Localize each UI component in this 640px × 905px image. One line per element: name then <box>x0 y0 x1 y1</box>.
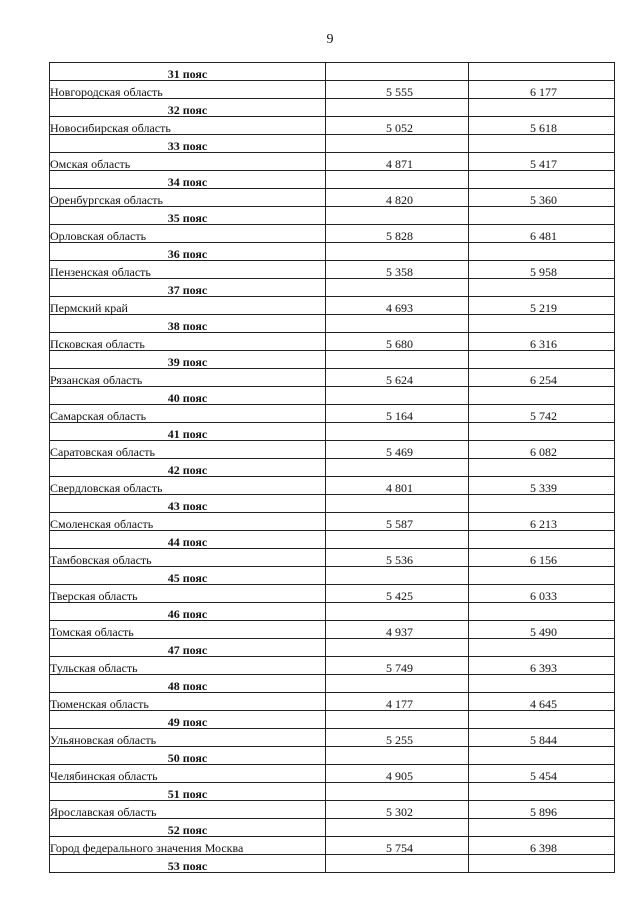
value-1: 5 358 <box>326 261 469 279</box>
zone-empty-cell <box>326 855 469 873</box>
zone-empty-cell <box>326 243 469 261</box>
value-2: 5 417 <box>469 153 615 171</box>
table-row <box>50 477 615 495</box>
zone-label: 47 пояс <box>50 639 326 657</box>
value-1: 5 255 <box>326 729 469 747</box>
zone-header-row <box>50 855 615 873</box>
value-2: 5 454 <box>469 765 615 783</box>
region-name: Саратовская область <box>50 441 326 459</box>
value-2: 5 360 <box>469 189 615 207</box>
value-1: 5 624 <box>326 369 469 387</box>
value-2: 5 219 <box>469 297 615 315</box>
zone-empty-cell <box>326 387 469 405</box>
value-1: 5 749 <box>326 657 469 675</box>
value-1: 4 937 <box>326 621 469 639</box>
zone-empty-cell <box>469 495 615 513</box>
zone-label: 45 пояс <box>50 567 326 585</box>
zone-header-row <box>50 531 615 549</box>
value-2: 6 082 <box>469 441 615 459</box>
zone-empty-cell <box>469 351 615 369</box>
region-name: Ульяновская область <box>50 729 326 747</box>
page-number: 9 <box>326 32 334 47</box>
table-row <box>50 225 615 243</box>
value-2: 6 213 <box>469 513 615 531</box>
zone-empty-cell <box>469 99 615 117</box>
region-name: Самарская область <box>50 405 326 423</box>
zone-empty-cell <box>469 747 615 765</box>
zone-empty-cell <box>326 351 469 369</box>
zone-empty-cell <box>326 747 469 765</box>
zone-header-row <box>50 243 615 261</box>
zone-header-row <box>50 423 615 441</box>
table-body <box>50 63 615 873</box>
region-name: Тюменская область <box>50 693 326 711</box>
table-row <box>50 729 615 747</box>
table-row <box>50 153 615 171</box>
zone-label: 39 пояс <box>50 351 326 369</box>
value-1: 4 693 <box>326 297 469 315</box>
value-1: 5 754 <box>326 837 469 855</box>
value-1: 5 828 <box>326 225 469 243</box>
zone-empty-cell <box>469 531 615 549</box>
zone-empty-cell <box>469 207 615 225</box>
value-2: 6 316 <box>469 333 615 351</box>
value-2: 6 481 <box>469 225 615 243</box>
zone-header-row <box>50 639 615 657</box>
value-1: 5 680 <box>326 333 469 351</box>
table-row <box>50 261 615 279</box>
region-name: Омская область <box>50 153 326 171</box>
zone-label: 36 пояс <box>50 243 326 261</box>
value-2: 5 742 <box>469 405 615 423</box>
value-1: 4 820 <box>326 189 469 207</box>
zone-header-row <box>50 783 615 801</box>
value-1: 5 536 <box>326 549 469 567</box>
zone-empty-cell <box>469 459 615 477</box>
zone-empty-cell <box>469 423 615 441</box>
value-1: 5 469 <box>326 441 469 459</box>
zone-label: 43 пояс <box>50 495 326 513</box>
zone-label: 41 пояс <box>50 423 326 441</box>
value-2: 6 156 <box>469 549 615 567</box>
value-2: 6 254 <box>469 369 615 387</box>
zone-empty-cell <box>469 711 615 729</box>
table-row <box>50 621 615 639</box>
zone-label: 38 пояс <box>50 315 326 333</box>
zone-header-row <box>50 495 615 513</box>
region-name: Челябинская область <box>50 765 326 783</box>
zone-header-row <box>50 99 615 117</box>
value-1: 5 587 <box>326 513 469 531</box>
zone-empty-cell <box>469 675 615 693</box>
zone-empty-cell <box>469 315 615 333</box>
zone-label: 34 пояс <box>50 171 326 189</box>
zone-header-row <box>50 387 615 405</box>
value-2: 6 398 <box>469 837 615 855</box>
zone-header-row <box>50 459 615 477</box>
zone-label: 33 пояс <box>50 135 326 153</box>
region-name: Оренбургская область <box>50 189 326 207</box>
region-name: Рязанская область <box>50 369 326 387</box>
zone-empty-cell <box>326 711 469 729</box>
table-row <box>50 585 615 603</box>
zone-empty-cell <box>469 603 615 621</box>
zone-empty-cell <box>326 675 469 693</box>
zone-label: 32 пояс <box>50 99 326 117</box>
table-row <box>50 405 615 423</box>
table-row <box>50 549 615 567</box>
value-1: 5 052 <box>326 117 469 135</box>
zone-empty-cell <box>326 567 469 585</box>
value-1: 5 425 <box>326 585 469 603</box>
region-name: Пензенская область <box>50 261 326 279</box>
zone-empty-cell <box>326 783 469 801</box>
zone-header-row <box>50 819 615 837</box>
zone-header-row <box>50 711 615 729</box>
region-name: Смоленская область <box>50 513 326 531</box>
zone-label: 50 пояс <box>50 747 326 765</box>
table-row <box>50 117 615 135</box>
zone-empty-cell <box>326 495 469 513</box>
region-name: Орловская область <box>50 225 326 243</box>
zone-empty-cell <box>326 639 469 657</box>
table-row <box>50 189 615 207</box>
region-name: Тамбовская область <box>50 549 326 567</box>
zone-label: 49 пояс <box>50 711 326 729</box>
region-name: Пермский край <box>50 297 326 315</box>
zone-empty-cell <box>326 603 469 621</box>
value-2: 6 033 <box>469 585 615 603</box>
zone-empty-cell <box>469 135 615 153</box>
value-2: 5 618 <box>469 117 615 135</box>
region-name: Томская область <box>50 621 326 639</box>
value-1: 5 164 <box>326 405 469 423</box>
value-1: 5 555 <box>326 81 469 99</box>
region-name: Псковская область <box>50 333 326 351</box>
zone-empty-cell <box>326 135 469 153</box>
zone-header-row <box>50 351 615 369</box>
value-1: 4 871 <box>326 153 469 171</box>
zone-empty-cell <box>469 855 615 873</box>
zone-header-row <box>50 63 615 81</box>
zone-header-row <box>50 171 615 189</box>
zone-header-row <box>50 675 615 693</box>
value-2: 6 177 <box>469 81 615 99</box>
value-2: 5 844 <box>469 729 615 747</box>
zone-empty-cell <box>469 279 615 297</box>
zone-label: 46 пояс <box>50 603 326 621</box>
zone-header-row <box>50 207 615 225</box>
value-2: 6 393 <box>469 657 615 675</box>
table-row <box>50 693 615 711</box>
zone-empty-cell <box>326 99 469 117</box>
region-name: Тульская область <box>50 657 326 675</box>
zone-empty-cell <box>469 243 615 261</box>
zone-empty-cell <box>326 531 469 549</box>
table-row <box>50 441 615 459</box>
zone-label: 51 пояс <box>50 783 326 801</box>
zone-empty-cell <box>326 819 469 837</box>
zone-empty-cell <box>326 279 469 297</box>
region-name: Город федерального значения Москва <box>50 837 326 855</box>
table-row <box>50 81 615 99</box>
zone-empty-cell <box>469 387 615 405</box>
value-2: 5 958 <box>469 261 615 279</box>
table-row <box>50 801 615 819</box>
zone-header-row <box>50 279 615 297</box>
value-1: 4 801 <box>326 477 469 495</box>
region-name: Свердловская область <box>50 477 326 495</box>
zone-label: 37 пояс <box>50 279 326 297</box>
region-name: Тверская область <box>50 585 326 603</box>
zone-empty-cell <box>326 315 469 333</box>
zone-header-row <box>50 567 615 585</box>
zone-header-row <box>50 603 615 621</box>
zone-header-row <box>50 747 615 765</box>
zone-label: 48 пояс <box>50 675 326 693</box>
value-2: 5 490 <box>469 621 615 639</box>
zone-label: 31 пояс <box>50 63 326 81</box>
table-row <box>50 765 615 783</box>
zone-label: 40 пояс <box>50 387 326 405</box>
zone-empty-cell <box>469 783 615 801</box>
zone-empty-cell <box>326 171 469 189</box>
zone-header-row <box>50 135 615 153</box>
zone-label: 52 пояс <box>50 819 326 837</box>
table-row <box>50 837 615 855</box>
region-name: Ярославская область <box>50 801 326 819</box>
tariff-table <box>49 62 615 873</box>
zone-label: 42 пояс <box>50 459 326 477</box>
value-2: 5 339 <box>469 477 615 495</box>
table-row <box>50 297 615 315</box>
table-row <box>50 333 615 351</box>
zone-empty-cell <box>326 207 469 225</box>
zone-label: 44 пояс <box>50 531 326 549</box>
value-1: 4 905 <box>326 765 469 783</box>
table-row <box>50 513 615 531</box>
zone-empty-cell <box>326 63 469 81</box>
region-name: Новосибирская область <box>50 117 326 135</box>
table-row <box>50 657 615 675</box>
value-1: 5 302 <box>326 801 469 819</box>
region-name: Новгородская область <box>50 81 326 99</box>
zone-empty-cell <box>469 567 615 585</box>
zone-label: 53 пояс <box>50 855 326 873</box>
zone-empty-cell <box>469 171 615 189</box>
zone-label: 35 пояс <box>50 207 326 225</box>
value-2: 5 896 <box>469 801 615 819</box>
value-1: 4 177 <box>326 693 469 711</box>
zone-empty-cell <box>469 819 615 837</box>
zone-empty-cell <box>469 63 615 81</box>
value-2: 4 645 <box>469 693 615 711</box>
zone-header-row <box>50 315 615 333</box>
zone-empty-cell <box>326 423 469 441</box>
zone-empty-cell <box>469 639 615 657</box>
zone-empty-cell <box>326 459 469 477</box>
table-row <box>50 369 615 387</box>
